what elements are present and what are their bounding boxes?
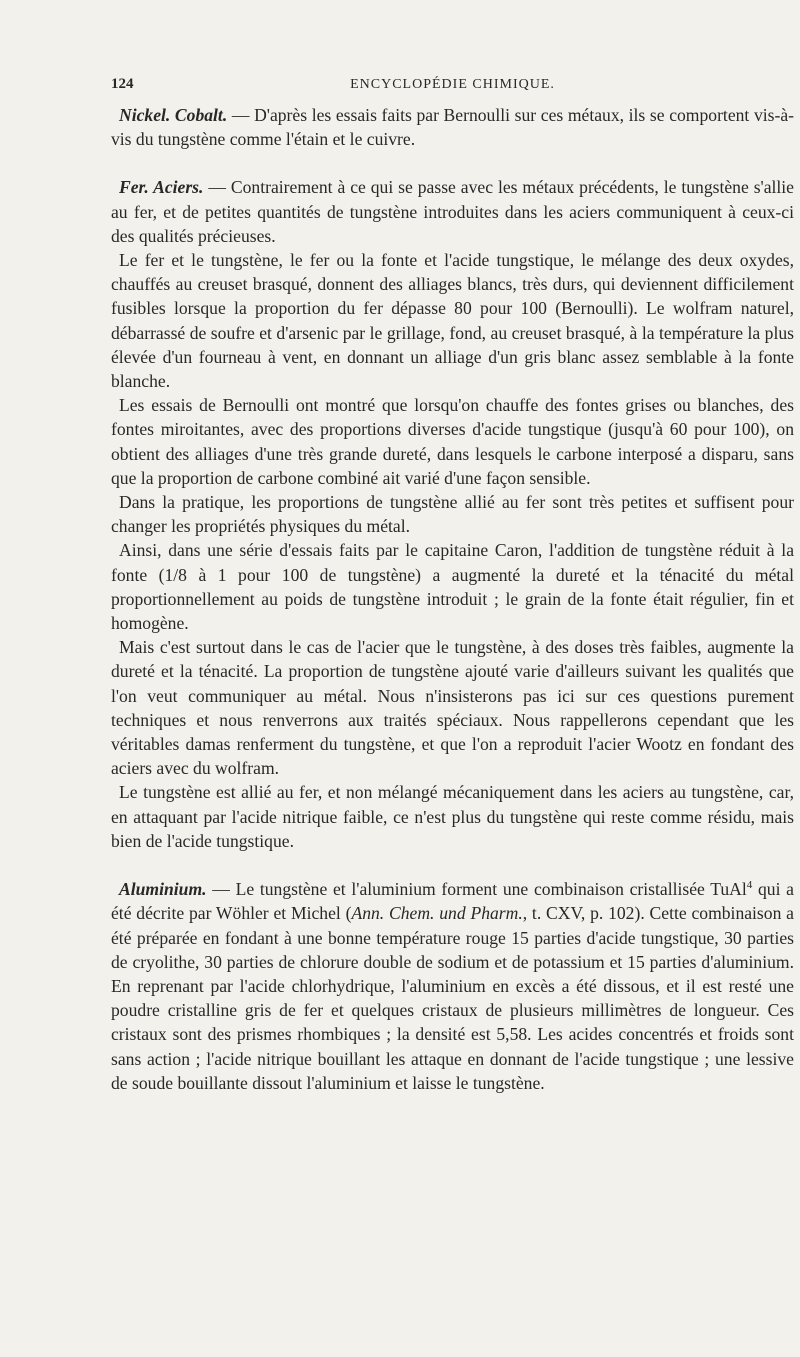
journal-reference: Ann. Chem. und Pharm. (351, 903, 523, 924)
paragraph: Le tungstène est allié au fer, et non mélangé mécaniquement dans les aciers au tungstène, car, en attaquant par l'acide nitrique faible, ce n'est plus du tungstène qui reste comme résidu, mais bien de l'acide tungstique. (111, 782, 794, 851)
paragraph: Mais c'est surtout dans le cas de l'acier que le tungstène, à des doses très faibles, augmente la dureté et la ténacité. La proportion de tungstène ajouté varie d'ailleurs suivant les qualités que l'on veut communiquer au métal. Nous n'insisterons pas ici sur ces questions purement techniques et nous renverrons aux traités spéciaux. Nous rappellerons cependant que les véritables damas renferment du tungstène, et que l'on a reproduit l'acier Wootz en fondant des aciers avec du wolfram. (111, 637, 794, 779)
page-number: 124 (111, 76, 134, 92)
body-text (111, 103, 794, 1095)
paragraph-aluminium (111, 877, 794, 1095)
page-header (111, 76, 794, 100)
formula-subscript: 4 (746, 879, 753, 892)
paragraph-text: — Le tungstène et l'aluminium forment une combinaison cristallisée TuAl (206, 879, 747, 900)
paragraph-text: , t. CXV, p. 102). Cette combinaison a été préparée en fondant à une bonne température rouge 15 parties d'acide tungstique, 30 parties de cryolithe, 30 parties de chlorure double de sodium et de potassium et 15 parties d'aluminium. En reprenant par l'acide chlorhydrique, l'aluminium en excès a été dissous, et il est resté une poudre cristalline gris de fer et quelques cristaux de plusieurs millimètres de longueur. Ces cristaux sont des prismes rhombiques ; la densité est 5,58. Les acides concentrés et froids sont sans action ; l'acide nitrique bouillant les attaque en donnant de l'acide tungstique ; une lessive de soude bouillante dissout l'aluminium et laisse le tungstène. (111, 903, 794, 1093)
paragraph-text: — Contrairement à ce qui se passe avec les métaux précédents, le tungstène s'allie au fer, et de petites quantités de tungstène introduites dans les aciers communiquent à ceux-ci des qualités précieuses. (111, 177, 794, 246)
paragraph-text: — D'après les essais faits par Bernoulli sur ces métaux, ils se comportent vis-à-vis du tungstène comme l'étain et le cuivre. (111, 105, 794, 150)
paragraph-nickel-cobalt (111, 103, 794, 151)
section-heading-fer-aciers: Fer. Aciers. (119, 177, 204, 198)
paragraph: Les essais de Bernoulli ont montré que lorsqu'on chauffe des fontes grises ou blanches, des fontes miroitantes, avec des proportions diverses d'acide tungstique (jusqu'à 60 pour 100), on obtient des alliages d'une très grande dureté, dans lesquels le carbone interposé a disparu, sans que la proportion de carbone combiné ait varié d'une façon sensible. (111, 395, 794, 488)
section-heading-aluminium: Aluminium. (119, 879, 207, 900)
paragraph: Ainsi, dans une série d'essais faits par le capitaine Caron, l'addition de tungstène réduit à la fonte (1/8 à 1 pour 100 de tungstène) a augmenté la dureté et la ténacité du métal proportionnellement au poids de tungstène introduit ; le grain de la fonte était régulier, fin et homogène. (111, 540, 794, 634)
paragraph: Dans la pratique, les proportions de tungstène allié au fer sont très petites et suffisent pour changer les propriétés physiques du métal. (111, 492, 794, 537)
running-title: ENCYCLOPÉDIE CHIMIQUE. (350, 77, 555, 92)
paragraph-fer-aciers (111, 175, 794, 248)
section-heading-nickel-cobalt: Nickel. Cobalt. (119, 105, 228, 125)
paragraph: Le fer et le tungstène, le fer ou la fonte et l'acide tungstique, le mélange des deux oxydes, chauffés au creuset brasqué, donnent des alliages blancs, très durs, qui deviennent difficilement fusibles lorsque la proportion du fer dépasse 80 pour 100 (Bernoulli). Le wolfram naturel, débarrassé de soufre et d'arsenic par le grillage, fond, au creuset brasqué, à la température la plus élevée d'un fourneau à vent, en donnant un alliage d'un gris blanc assez semblable à la fonte blanche. (111, 250, 794, 392)
paragraph-text: qui a été décrite par Wöhler et Michel ( (111, 879, 794, 924)
